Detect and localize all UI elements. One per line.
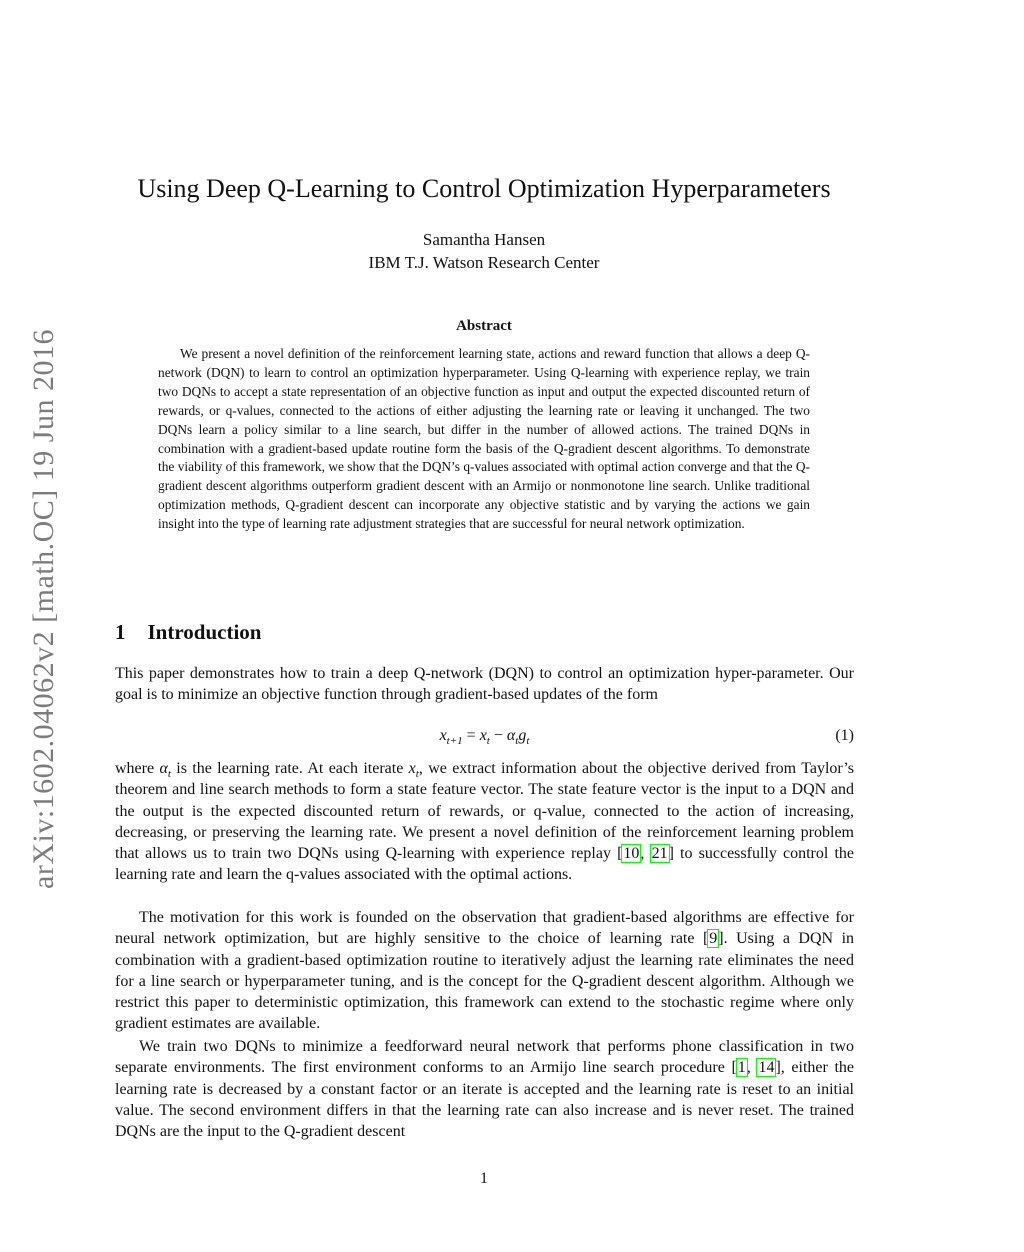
- paragraph-motivation: The motivation for this work is founded on the observation that gradient-based algorithms are effective for neural network optimization, but are highly sensitive to the choice of learning rate [9]. Using a DQN in combination with a gradient-based optimization routine to iteratively adjust the learning rate eliminates the need for a line search or hyperparameter tuning, and is the concept for the Q-gradient descent algorithm. Although we restrict this paper to deterministic optimization, this framework can extend to the stochastic regime where only gradient estimates are available.: [115, 909, 855, 1033]
- section-number: 1: [115, 620, 126, 644]
- arxiv-identifier-text: arXiv:1602.04062v2 [math.OC] 19 Jun 2016: [27, 329, 60, 889]
- paragraph-training: We train two DQNs to minimize a feedforward neural network that performs phone classification in two separate environments. The first environment conforms to an Armijo line search procedure [1, 14], either the learning rate is decreased by a constant factor or an iterate is accepted and the learning rate is reset to an initial value. The second environment differs in that the learning rate can also increase and is never reset. The trained DQNs are the input to the Q-gradient descent: [115, 1038, 855, 1141]
- paragraph-learning-rate: where $\alpha_t$ is the learning rate. At each iterate $x_t$, we extract information about the objective derived from Taylor’s theorem and line search methods to form a state feature vector. The state feature vector is the input to a DQN and the output is the expected discounted return of rewards, or q-value, connected to the action of increasing, decreasing, or preserving the learning rate. We present a novel definition of the reinforcement learning problem that allows us to train two DQNs using Q-learning with experience replay [10, 21] to successfully control the learning rate and learn the q-values associated with the optimal actions.: [115, 760, 855, 884]
- page-number: 1: [480, 1170, 488, 1187]
- abstract-heading: Abstract: [456, 318, 512, 334]
- author-name: Samantha Hansen: [422, 230, 546, 249]
- author-affiliation: IBM T.J. Watson Research Center: [368, 253, 600, 272]
- abstract-text: We present a novel definition of the reinforcement learning state, actions and reward function that allows a deep Q-network (DQN) to learn to control an optimization hyperparameter. Using Q-learning with experience replay, we train two DQNs to accept a state representation of an objective function as input and output the expected discounted return of rewards, or q-values, connected to the actions of either adjusting the learning rate or leaving it unchanged. The two DQNs learn a policy similar to a line search, but differ in the number of allowed actions. The trained DQNs in combination with a gradient-based update routine form the basis of the Q-gradient descent algorithms. To demonstrate the viability of this framework, we show that the DQN’s q-values associated with optimal action converge and that the Q-gradient descent algorithms outperform gradient descent with an Armijo or nonmonotone line search. Unlike traditional optimization methods, Q-gradient descent can incorporate any objective statistic and by varying the actions we gain insight into the type of learning rate adjustment strategies that are successful for neural network optimization.: [158, 346, 811, 532]
- equation-1: [115, 727, 854, 749]
- citation-link[interactable]: 10: [623, 845, 640, 863]
- section-heading: [115, 620, 261, 645]
- citation-link[interactable]: 9: [709, 930, 718, 948]
- paper-title: Using Deep Q-Learning to Control Optimization Hyperparameters: [137, 174, 831, 203]
- citation-link[interactable]: 1: [737, 1059, 746, 1077]
- equation-number: (1): [835, 727, 854, 744]
- section-title: Introduction: [147, 620, 262, 644]
- arxiv-identifier-stamp: [20, 318, 68, 900]
- paragraph-intro: This paper demonstrates how to train a deep Q-network (DQN) to control an optimization hyper-parameter. Our goal is to minimize an objective function through gradient-based updates of the form: [115, 665, 854, 704]
- equation-expression: $x_{t+1} = x_t - \alpha_tg_t$: [439, 727, 530, 748]
- citation-link[interactable]: 14: [758, 1059, 775, 1077]
- citation-link[interactable]: 21: [651, 845, 668, 863]
